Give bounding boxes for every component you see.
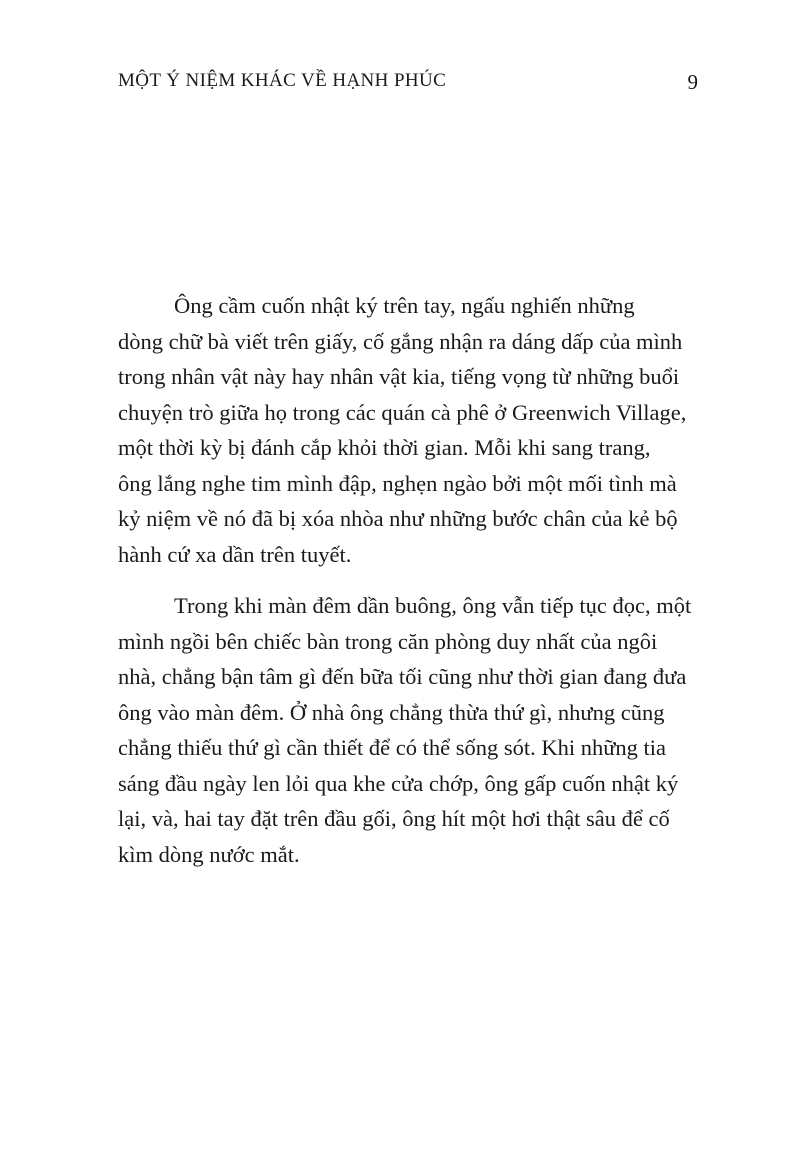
running-header <box>118 70 698 96</box>
paragraph-1 <box>118 288 708 572</box>
text-line: lại, và, hai tay đặt trên đầu gối, ông hít một hơi thật sâu để cố <box>118 806 670 831</box>
running-title: MỘT Ý NIỆM KHÁC VỀ HẠNH PHÚC <box>118 70 447 91</box>
text-line: ông vào màn đêm. Ở nhà ông chẳng thừa thứ gì, nhưng cũng <box>118 699 665 725</box>
text-line: hành cứ xa dần trên tuyết. <box>118 541 352 567</box>
text-line: kìm dòng nước mắt. <box>118 841 300 867</box>
text-line: trong nhân vật này hay nhân vật kia, tiếng vọng từ những buổi <box>118 364 680 389</box>
text-line: ông lắng nghe tim mình đập, nghẹn ngào bởi một mối tình mà <box>118 470 677 496</box>
text-line: chẳng thiếu thứ gì cần thiết để có thể sống sót. Khi những tia <box>118 735 667 760</box>
text-line: mình ngồi bên chiếc bàn trong căn phòng duy nhất của ngôi <box>118 628 658 654</box>
text-line: sáng đầu ngày len lỏi qua khe cửa chớp, ông gấp cuốn nhật ký <box>118 770 679 796</box>
text-line: kỷ niệm về nó đã bị xóa nhòa như những bước chân của kẻ bộ <box>118 506 678 531</box>
text-line: Trong khi màn đêm dần buông, ông vẫn tiếp tục đọc, một <box>174 593 692 618</box>
text-line: nhà, chẳng bận tâm gì đến bữa tối cũng như thời gian đang đưa <box>118 664 687 689</box>
text-line: dòng chữ bà viết trên giấy, cố gắng nhận ra dáng dấp của mình <box>118 328 683 354</box>
text-line: một thời kỳ bị đánh cắp khỏi thời gian. Mỗi khi sang trang, <box>118 435 651 460</box>
paragraph-2 <box>118 588 708 872</box>
text-line: Ông cầm cuốn nhật ký trên tay, ngấu nghiến những <box>174 293 635 318</box>
text-line: chuyện trò giữa họ trong các quán cà phê ở Greenwich Village, <box>118 399 687 425</box>
page-number: 9 <box>687 70 698 94</box>
